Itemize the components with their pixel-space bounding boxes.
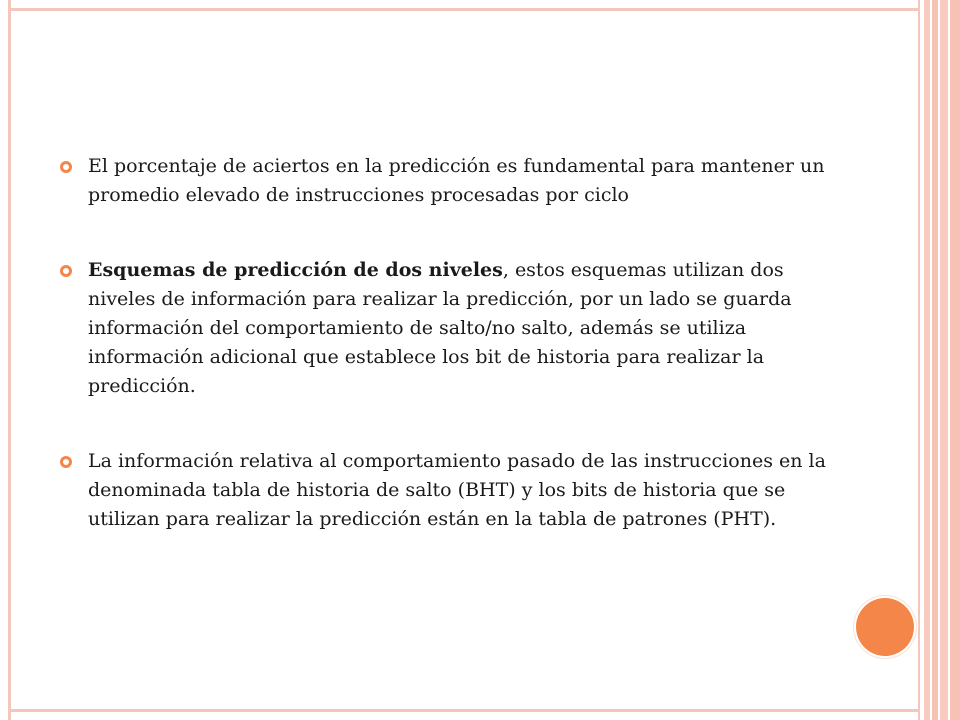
bullet-text: , estos esquemas utilizan dos niveles de información para realizar la predicción, por un lado se guarda información del comportamiento de salto/no salto, además se utiliza información adicional que establece los bit de historia para realizar la predicción.	[88, 259, 792, 397]
bullet-text: El porcentaje de aciertos en la predicción es fundamental para mantener un promedio elevado de instrucciones procesadas por ciclo	[88, 155, 825, 206]
orange-circle-decoration	[856, 598, 914, 656]
bullet-bold-prefix: Esquemas de predicción de dos niveles	[88, 259, 503, 281]
orange-ring-bullet-icon	[59, 264, 73, 278]
frame-top-line	[8, 8, 920, 11]
orange-ring-bullet-icon	[59, 455, 73, 469]
bullet-item	[58, 447, 828, 534]
orange-ring-bullet-icon	[59, 160, 73, 174]
bullet-text: La información relativa al comportamiento pasado de las instrucciones en la denominada tabla de historia de salto (BHT) y los bits de historia que se utilizan para realizar la predicción están en la tabla de patrones (PHT).	[88, 450, 826, 530]
slide-content	[58, 152, 828, 580]
frame-right-line	[918, 0, 920, 720]
decorative-stripe-band	[924, 0, 960, 720]
frame-left-line	[8, 0, 11, 720]
bullet-item	[58, 256, 828, 401]
frame-bottom-line	[8, 709, 920, 712]
bullet-item	[58, 152, 828, 210]
